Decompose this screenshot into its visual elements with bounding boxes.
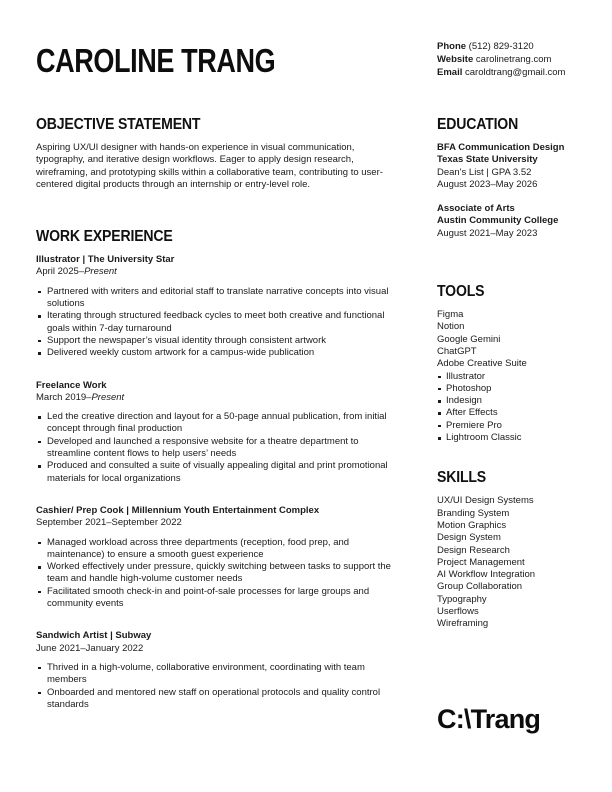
tool-item: Google Gemini [437, 333, 501, 345]
bullet-item: Worked effectively under pressure, quickly switching between tasks to support the team and handle high-volume customer needs [36, 561, 404, 586]
education-heading: EDUCATION [437, 116, 519, 133]
bullet-item: Managed workload across three departments (reception, food prep, and maintenance) to ensure a smooth guest experience [36, 537, 404, 562]
job-date-range: September 2021–September 2022 [36, 517, 182, 529]
skill-item: Userflows [437, 606, 479, 618]
skill-item: Wireframing [437, 618, 489, 630]
school-name: Austin Community College [437, 215, 559, 227]
suite-item: Premiere Pro [437, 420, 576, 432]
skill-item: Group Collaboration [437, 581, 523, 593]
skill-item: Motion Graphics [437, 519, 507, 531]
ctrang-logo: C:\Trang [437, 704, 541, 734]
objective-section [36, 117, 404, 191]
skill-item: AI Workflow Integration [437, 569, 536, 581]
job-date-present: Present [91, 391, 125, 403]
content-columns [36, 117, 576, 711]
job-date [36, 266, 404, 278]
suite-item: Photoshop [437, 383, 576, 395]
contact-block [437, 40, 576, 79]
contact-value: (512) 829-3120 [468, 41, 534, 52]
education-entry [437, 203, 576, 240]
job-date-range: April 2025– [36, 266, 85, 278]
objective-heading: OBJECTIVE STATEMENT [36, 116, 201, 133]
name-heading: CAROLINE TRANG [36, 42, 276, 79]
contact-email [437, 66, 576, 79]
job-bullets [36, 411, 404, 485]
contact-value: carolinetrang.com [475, 54, 552, 65]
suite-item: After Effects [437, 407, 576, 419]
job-bullets [36, 286, 404, 360]
education-section [437, 117, 576, 240]
objective-text: Aspiring UX/UI designer with hands-on experience in visual communication, typography, and iterative design workflows. Eager to apply design research, wireframing, and prototyping skills within a collaborative team, contributing to user-centered digital products through an internship or entry-level role. [36, 142, 383, 190]
job-title: Illustrator | The University Star [36, 254, 175, 266]
skill-item: Typography [437, 593, 487, 605]
skill-item: Project Management [437, 556, 525, 568]
skills-section [437, 470, 576, 630]
bullet-item: Support the newspaper’s visual identity through consistent artwork [36, 335, 404, 347]
contact-value: caroldtrang@gmail.com [465, 67, 566, 78]
bullet-item: Produced and consulted a suite of visually appealing digital and print promotional materials for local organizations [36, 460, 404, 485]
contact-label: Phone [437, 41, 467, 52]
left-column [36, 117, 404, 711]
bullet-item: Delivered weekly custom artwork for a campus-wide publication [36, 347, 404, 359]
job-entry [36, 380, 404, 485]
work-experience-section [36, 229, 404, 711]
bullet-item: Led the creative direction and layout for a 50-page annual publication, from initial concept through final production [36, 411, 404, 436]
skills-heading: SKILLS [437, 469, 487, 487]
job-date [36, 643, 404, 655]
job-date-range: June 2021–January 2022 [36, 642, 144, 654]
skills-list [437, 495, 576, 630]
job-entry [36, 630, 404, 711]
job-bullets [36, 537, 404, 611]
bullet-item: Iterating through structured feedback cycles to meet both creative and functional goals within 7-day turnaround [36, 310, 404, 335]
work-experience-heading: WORK EXPERIENCE [36, 228, 173, 246]
contact-website [437, 53, 576, 66]
job-title: Freelance Work [36, 379, 107, 391]
degree-name: BFA Communication Design [437, 142, 565, 153]
job-entry [36, 254, 404, 359]
tools-heading: TOOLS [437, 283, 485, 301]
skill-item: Design System [437, 532, 501, 544]
job-date-present: Present [84, 266, 117, 278]
tool-item: Adobe Creative Suite [437, 358, 527, 370]
job-date [36, 517, 404, 529]
date-range: August 2021–May 2023 [437, 227, 538, 239]
adobe-suite-list [437, 371, 576, 445]
contact-label: Email [437, 67, 463, 78]
skill-item: Branding System [437, 507, 510, 519]
bullet-item: Thrived in a high-volume, collaborative environment, coordinating with team members [36, 662, 404, 687]
suite-item: Lightroom Classic [437, 432, 576, 444]
tools-list [437, 309, 576, 370]
job-date-range: March 2019– [36, 391, 92, 403]
suite-item: Indesign [437, 395, 576, 407]
right-column [437, 117, 576, 711]
skill-item: Design Research [437, 544, 510, 556]
date-range: August 2023–May 2026 [437, 178, 538, 190]
tool-item: Notion [437, 321, 465, 333]
header [36, 40, 576, 79]
bullet-item: Facilitated smooth check-in and point-of-sale processes for large groups and community events [36, 586, 404, 611]
job-date [36, 392, 404, 404]
contact-label: Website [437, 54, 474, 65]
job-title: Cashier/ Prep Cook | Millennium Youth Entertainment Complex [36, 504, 320, 516]
tool-item: ChatGPT [437, 345, 477, 357]
education-entry [437, 142, 576, 191]
skill-item: UX/UI Design Systems [437, 495, 534, 507]
job-bullets [36, 662, 404, 711]
job-title: Sandwich Artist | Subway [36, 630, 152, 642]
school-name: Texas State University [437, 154, 538, 166]
job-entry [36, 505, 404, 610]
contact-phone [437, 40, 576, 53]
bullet-item: Partnered with writers and editorial staff to translate narrative concepts into visual solutions [36, 286, 404, 311]
tools-section [437, 284, 576, 444]
bullet-item: Onboarded and mentored new staff on operational protocols and quality control standards [36, 687, 404, 712]
suite-item: Illustrator [437, 371, 576, 383]
bullet-item: Developed and launched a responsive website for a theatre department to streamline content flows to help users’ needs [36, 436, 404, 461]
degree-name: Associate of Arts [437, 203, 515, 215]
tool-item: Figma [437, 309, 464, 321]
honors-line: Dean's List | GPA 3.52 [437, 166, 532, 178]
